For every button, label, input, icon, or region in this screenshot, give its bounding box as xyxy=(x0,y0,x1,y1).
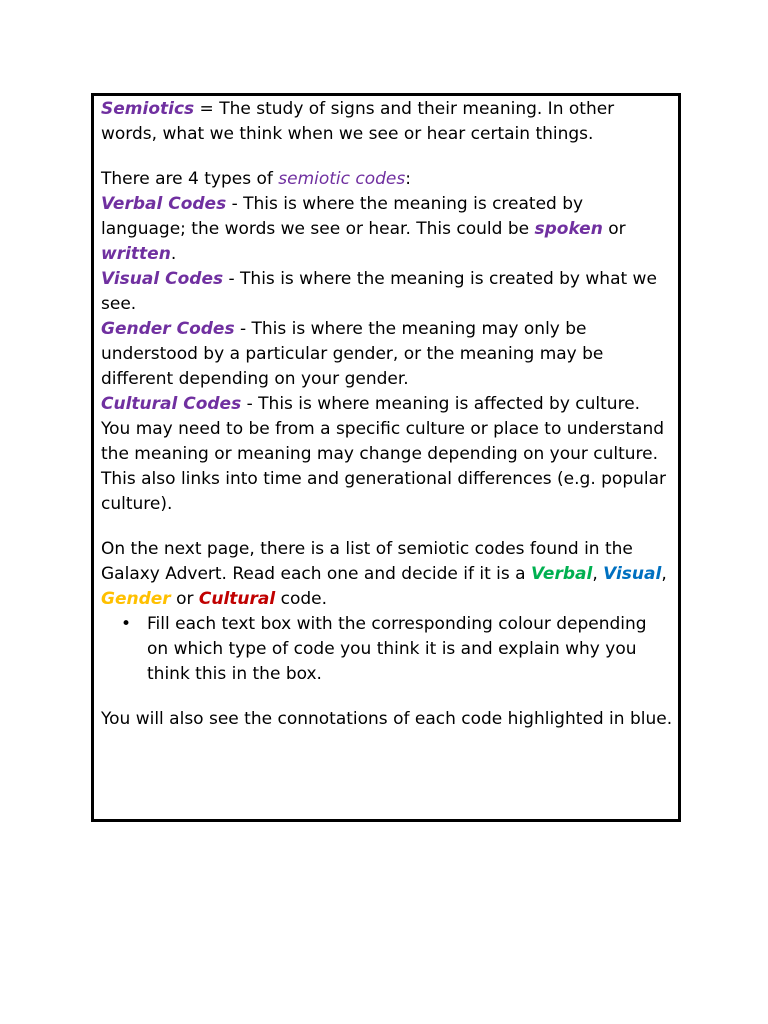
gender-label: Gender xyxy=(101,589,171,609)
task-or: or xyxy=(170,589,199,609)
task-sep-2: , xyxy=(661,564,667,584)
task-lead: On the next page, there is a list of semiotic codes found in the Galaxy Advert. Read each one and decide if it is a xyxy=(101,539,633,584)
verbal-or: or xyxy=(602,219,626,239)
task-sep-1: , xyxy=(592,564,604,584)
types-lead: There are 4 types of xyxy=(101,169,279,189)
visual-codes-term: Visual Codes xyxy=(101,269,224,289)
list-item xyxy=(101,612,673,687)
closing-paragraph xyxy=(101,707,673,732)
types-colon: : xyxy=(405,169,411,189)
closing-text: You will also see the connotations of each code highlighted in blue. xyxy=(101,709,673,729)
verbal-label: Verbal xyxy=(531,564,593,584)
visual-codes-text: - This is where the meaning is created by what we see. xyxy=(101,269,657,314)
text-body xyxy=(101,97,673,732)
cultural-codes-paragraph xyxy=(101,392,673,517)
visual-label: Visual xyxy=(603,564,662,584)
semiotics-definition: = The study of signs and their meaning. In other words, what we think when we see or hear certain things. xyxy=(101,99,615,144)
intro-paragraph xyxy=(101,97,673,147)
semiotics-term: Semiotics xyxy=(101,99,195,119)
written-term: written xyxy=(101,244,171,264)
spoken-term: spoken xyxy=(534,219,603,239)
bullet-icon: • xyxy=(121,614,132,634)
cultural-codes-term: Cultural Codes xyxy=(101,394,242,414)
gender-codes-term: Gender Codes xyxy=(101,319,235,339)
paragraph-gap xyxy=(101,517,673,537)
verbal-codes-text: - This is where the meaning is created by language; the words we see or hear. This could be xyxy=(101,194,584,239)
verbal-codes-paragraph xyxy=(101,192,673,267)
gender-codes-paragraph xyxy=(101,317,673,392)
gender-codes-text: - This is where the meaning may only be understood by a particular gender, or the meaning may be different depending on your gender. xyxy=(101,319,604,389)
paragraph-gap xyxy=(101,687,673,707)
instruction-text: Fill each text box with the corresponding colour depending on which type of code you think it is and explain why you think this in the box. xyxy=(147,614,647,684)
visual-codes-paragraph xyxy=(101,267,673,317)
verbal-codes-term: Verbal Codes xyxy=(101,194,227,214)
content-box xyxy=(91,93,681,822)
types-paragraph xyxy=(101,167,673,192)
instruction-list xyxy=(101,612,673,687)
verbal-end: . xyxy=(170,244,177,264)
cultural-codes-text: - This is where meaning is affected by culture. You may need to be from a specific culture or place to understand the meaning or meaning may change depending on your culture. This also links into time and generational differences (e.g. popular culture). xyxy=(101,394,667,514)
task-paragraph xyxy=(101,537,673,612)
cultural-label: Cultural xyxy=(198,589,276,609)
task-end: code. xyxy=(275,589,328,609)
paragraph-gap xyxy=(101,147,673,167)
semiotic-codes-term: semiotic codes xyxy=(278,169,406,189)
